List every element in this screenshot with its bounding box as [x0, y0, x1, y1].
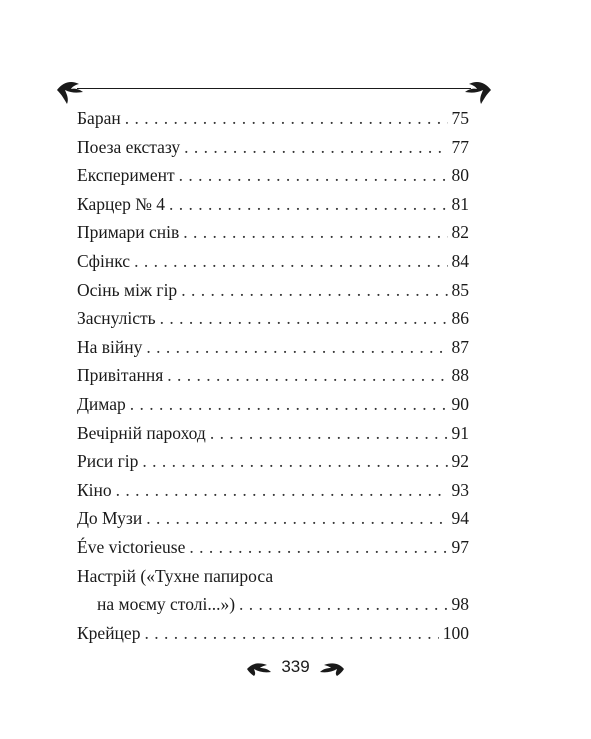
dot-leader: [142, 447, 447, 476]
dot-leader: [125, 104, 448, 133]
toc-title: Привітання: [77, 365, 164, 386]
toc-entry[interactable]: [77, 190, 469, 219]
toc-page: 93: [451, 479, 469, 500]
toc-title: Вечірній пароход: [77, 422, 206, 443]
toc-page: 77: [451, 136, 469, 157]
toc-entry[interactable]: [77, 361, 469, 390]
toc-page: 97: [451, 536, 469, 557]
toc-page: 94: [451, 508, 469, 529]
header-rule: [55, 76, 493, 106]
toc-title: Риси гір: [77, 451, 139, 472]
dot-leader: [116, 476, 448, 505]
toc-title: Кіно: [77, 479, 112, 500]
dot-leader: [167, 361, 447, 390]
toc-title: Заснулість: [77, 308, 156, 329]
toc-page: 84: [451, 250, 469, 271]
toc-page: 92: [451, 451, 469, 472]
toc-entry[interactable]: [77, 390, 469, 419]
leaf-flourish-icon: [55, 76, 85, 106]
toc-entry[interactable]: [77, 304, 469, 333]
toc-entry-multiline[interactable]: [77, 562, 469, 619]
dot-leader: [146, 504, 447, 533]
toc-entry[interactable]: [77, 276, 469, 305]
leaf-flourish-icon: [318, 657, 346, 677]
dot-leader: [183, 218, 447, 247]
toc-page: 91: [451, 422, 469, 443]
toc-page: 80: [451, 165, 469, 186]
dot-leader: [239, 590, 447, 619]
leaf-flourish-icon: [245, 657, 273, 677]
toc-page: 88: [451, 365, 469, 386]
table-of-contents: [77, 104, 469, 647]
toc-title-line1: Настрій («Тухне папироса: [77, 565, 274, 586]
dot-leader: [179, 161, 448, 190]
toc-title: Поеза екстазу: [77, 136, 181, 157]
horizontal-rule: [77, 88, 471, 89]
toc-title: Примари снів: [77, 222, 180, 243]
toc-title: Осінь між гір: [77, 279, 178, 300]
leaf-flourish-icon: [463, 76, 493, 106]
dot-leader: [181, 276, 447, 305]
dot-leader: [160, 304, 448, 333]
toc-page: 75: [451, 108, 469, 128]
toc-entry[interactable]: [77, 161, 469, 190]
toc-title: Димар: [77, 393, 126, 414]
page-footer: [0, 657, 591, 677]
toc-page: 81: [451, 193, 469, 214]
dot-leader: [130, 390, 448, 419]
toc-page: 90: [451, 393, 469, 414]
toc-entry[interactable]: [77, 533, 469, 562]
toc-title-line2: на моєму столі...»): [97, 594, 236, 615]
toc-entry[interactable]: [77, 476, 469, 505]
page-number: 339: [281, 657, 310, 676]
toc-page: 86: [451, 308, 469, 329]
toc-entry[interactable]: [77, 218, 469, 247]
toc-title: Крейцер: [77, 622, 141, 643]
toc-entry[interactable]: [77, 247, 469, 276]
dot-leader: [146, 333, 447, 362]
toc-title: Карцер № 4: [77, 193, 166, 214]
toc-entry[interactable]: [77, 619, 469, 648]
toc-entry[interactable]: [77, 447, 469, 476]
toc-title: Баран: [77, 108, 121, 128]
toc-entry[interactable]: [77, 419, 469, 448]
toc-page: 82: [451, 222, 469, 243]
dot-leader: [184, 133, 447, 162]
dot-leader: [134, 247, 447, 276]
toc-page: 98: [451, 594, 469, 615]
toc-page: 85: [451, 279, 469, 300]
toc-entry[interactable]: [77, 504, 469, 533]
dot-leader: [169, 190, 447, 219]
dot-leader: [144, 619, 438, 648]
toc-entry[interactable]: [77, 333, 469, 362]
toc-title: Експеримент: [77, 165, 175, 186]
toc-entry[interactable]: [77, 104, 469, 133]
toc-title: До Музи: [77, 508, 143, 529]
toc-title: Сфінкс: [77, 250, 131, 271]
dot-leader: [210, 419, 448, 448]
toc-title: Éve victorieuse: [77, 536, 186, 557]
dot-leader: [189, 533, 447, 562]
toc-title: На війну: [77, 336, 143, 357]
toc-page: 87: [451, 336, 469, 357]
toc-entry[interactable]: [77, 133, 469, 162]
toc-page: 100: [442, 622, 469, 643]
